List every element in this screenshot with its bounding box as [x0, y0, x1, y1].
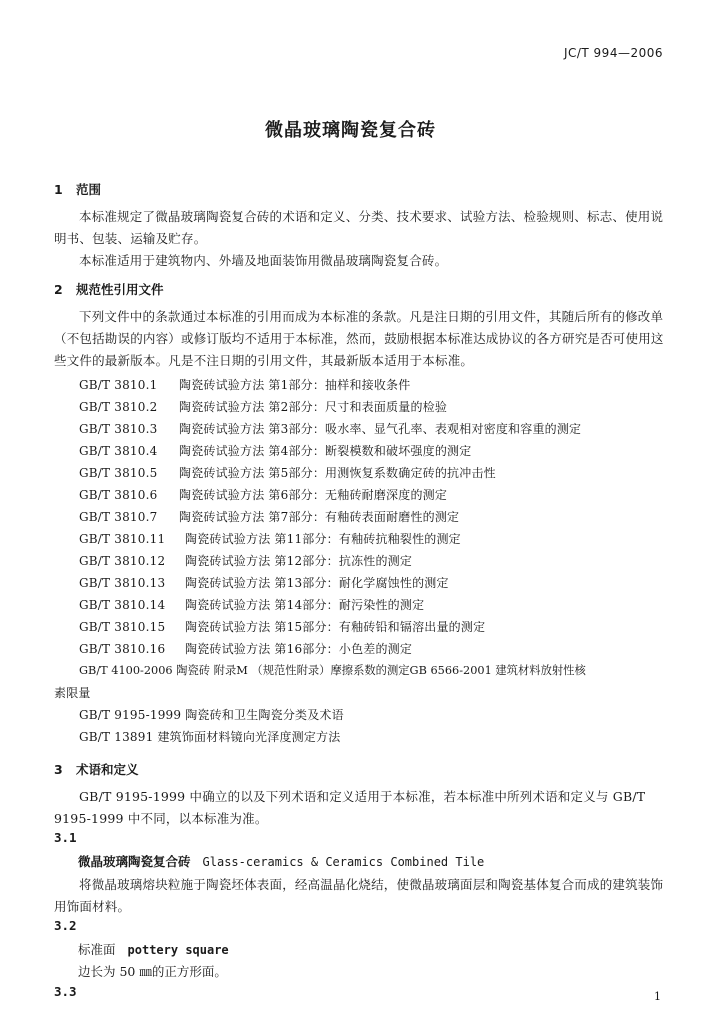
section-2-intro: 下列文件中的条款通过本标准的引用而成为本标准的条款。凡是注日期的引用文件，其随后所有的修改单（不包括勘误的内容）或修订版均不适用于本标准，然而，鼓励根据本标准达成协议的各方研究是否可使用这些文件的最新版本。凡是不注日期的引用文件，其最新版本适用于本标准。	[54, 309, 664, 368]
term-chinese: 微晶玻璃陶瓷复合砖	[78, 854, 191, 869]
reference-item-long-continuation: 素限量	[54, 686, 91, 700]
reference-item: GB/T 3810.1 陶瓷砖试验方法 第1部分：抽样和接收条件	[79, 378, 411, 392]
section-title: 术语和定义	[76, 762, 139, 777]
section-2-heading	[54, 280, 164, 298]
section-1-paragraph-1: 本标准规定了微晶玻璃陶瓷复合砖的术语和定义、分类、技术要求、试验方法、检验规则、标志、使用说明书、包装、运输及贮存。	[54, 209, 664, 246]
reference-item-long: GB/T 4100-2006 陶瓷砖 附录M （规范性附录）摩擦系数的测定GB 6566-2001 建筑材料放射性核	[79, 664, 586, 677]
section-title: 范围	[76, 182, 102, 197]
term-entry	[78, 940, 229, 958]
section-1-heading	[54, 180, 101, 198]
reference-item: GB/T 3810.6 陶瓷砖试验方法 第6部分：无釉砖耐磨深度的测定	[79, 488, 448, 502]
section-3-intro: GB/T 9195-1999 中确立的以及下列术语和定义适用于本标准，若本标准中所列术语和定义与 GB/T 9195-1999 中不同，以本标准为准。	[54, 789, 646, 826]
reference-item: GB/T 3810.3 陶瓷砖试验方法 第3部分：吸水率、显气孔率、表观相对密度和容重的测定	[79, 422, 582, 436]
clause-number: 3.2	[54, 918, 77, 933]
reference-item: GB/T 3810.4 陶瓷砖试验方法 第4部分：断裂模数和破坏强度的测定	[79, 444, 472, 458]
standard-number: JC/T 994—2006	[563, 46, 663, 60]
section-1-paragraph-2: 本标准适用于建筑物内、外墙及地面装饰用微晶玻璃陶瓷复合砖。	[79, 253, 448, 268]
page-number: 1	[654, 990, 661, 1003]
section-number: 1	[54, 182, 63, 197]
term-entry	[78, 852, 484, 870]
reference-item: GB/T 3810.11 陶瓷砖试验方法 第11部分：有釉砖抗釉裂性的测定	[79, 532, 461, 546]
reference-item: GB/T 3810.13 陶瓷砖试验方法 第13部分：耐化学腐蚀性的测定	[79, 576, 449, 590]
section-title: 规范性引用文件	[76, 282, 164, 297]
reference-item: GB/T 3810.16 陶瓷砖试验方法 第16部分：小色差的测定	[79, 642, 413, 656]
reference-item: GB/T 3810.12 陶瓷砖试验方法 第12部分：抗冻性的测定	[79, 554, 413, 568]
reference-item: GB/T 3810.5 陶瓷砖试验方法 第5部分：用测恢复系数确定砖的抗冲击性	[79, 466, 496, 480]
reference-item: GB/T 3810.7 陶瓷砖试验方法 第7部分：有釉砖表面耐磨性的测定	[79, 510, 460, 524]
section-number: 3	[54, 762, 63, 777]
reference-item: GB/T 9195-1999 陶瓷砖和卫生陶瓷分类及术语	[79, 708, 344, 722]
term-chinese: 标准面	[78, 942, 116, 957]
clause-number: 3.1	[54, 830, 77, 845]
term-definition: 将微晶玻璃熔块粒施于陶瓷坯体表面，经高温晶化烧结，使微晶玻璃面层和陶瓷基体复合而成的建筑装饰用饰面材料。	[54, 877, 664, 914]
section-number: 2	[54, 282, 63, 297]
reference-item: GB/T 3810.14 陶瓷砖试验方法 第14部分：耐污染性的测定	[79, 598, 425, 612]
term-english: Glass-ceramics & Ceramics Combined Tile	[202, 855, 485, 869]
clause-number: 3.3	[54, 984, 77, 999]
term-definition: 边长为 50 ㎜的正方形面。	[78, 964, 227, 979]
term-english: pottery square	[127, 943, 229, 957]
reference-item: GB/T 3810.2 陶瓷砖试验方法 第2部分：尺寸和表面质量的检验	[79, 400, 448, 414]
section-3-heading	[54, 760, 139, 778]
reference-item: GB/T 13891 建筑饰面材料镜向光泽度测定方法	[79, 730, 341, 744]
reference-item: GB/T 3810.15 陶瓷砖试验方法 第15部分：有釉砖铅和镉溶出量的测定	[79, 620, 486, 634]
document-title: 微晶玻璃陶瓷复合砖	[265, 120, 436, 141]
